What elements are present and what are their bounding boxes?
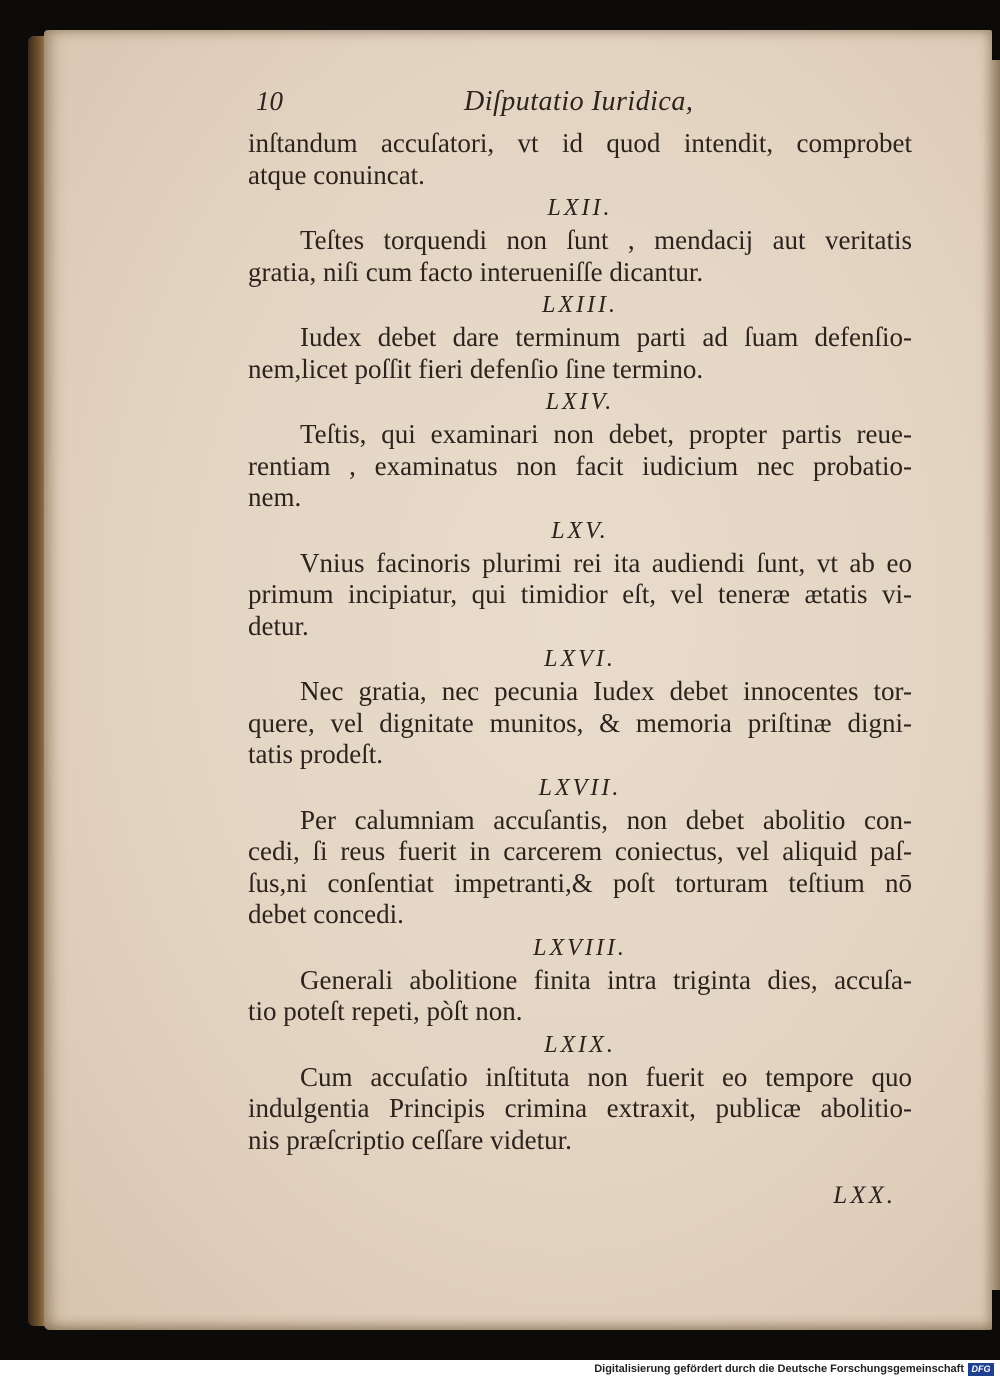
text-line: cedi, ſi reus fuerit in carcerem coniectus, vel aliquid paſ- [248,836,912,866]
text-line: Vnius facinoris plurimi rei ita audiendi ſunt, vt ab eo [300,547,912,578]
running-head [256,86,896,126]
text-line: Cum accuſatio inſtituta non fuerit eo tempore quo [300,1061,912,1092]
text-line: rentiam , examinatus non facit iudicium nec probatio- [248,450,912,481]
text-line: gratia, niſi cum facto interueniſſe dicantur. [248,256,704,287]
text-line: inſtandum accuſatori, vt id quod intendit, comprobet [248,128,912,158]
text-block [248,128,912,1156]
text-line: Teſtis, qui examinari non debet, propter partis reue- [300,419,912,449]
thesis-numeral: LXIII. [542,292,618,318]
text-line: Teſtes torquendi non ſunt , mendacij aut veritatis [300,225,912,255]
text-line: tio poteſt repeti, pòſt non. [248,996,523,1026]
text-line: primum incipiatur, qui timidior eſt, vel teneræ ætatis vi- [248,579,912,609]
text-line: nem. [248,482,302,512]
thesis-numeral: LXIX. [544,1031,616,1058]
text-line: indulgentia Principis crimina extraxit, publicæ abolitio- [248,1093,912,1123]
thesis-numeral: LXVI. [544,646,616,672]
thesis-numeral: LXII. [547,195,613,221]
text-line: nis præſcriptio ceſſare videtur. [248,1124,572,1155]
funding-credit: Digitalisierung gefördert durch die Deutsche Forschungsgemeinschaft [594,1363,964,1375]
text-line: ſus,ni conſentiat impetranti,& poſt torturam teſtium nō [248,867,912,898]
text-line: tatis prodeſt. [248,739,383,769]
running-title: Diſputatio Iuridica, [464,86,694,117]
thesis-numeral: LXIV. [545,389,615,415]
text-line: detur. [248,610,309,641]
text-line: nem,licet poſſit fieri defenſio ſine termino. [248,353,704,384]
thesis-numeral: LXVII. [538,774,622,801]
text-line: debet concedi. [248,899,404,929]
thesis-numeral: LXV. [551,517,609,544]
text-line: quere, vel dignitate munitos, & memoria priſtinæ digni- [248,707,912,738]
text-line: Iudex debet dare terminum parti ad ſuam defenſio- [300,322,912,352]
catchword: LXX. [833,1182,896,1209]
page-number: 10 [256,86,283,116]
text-line: Per calumniam accuſantis, non debet abolitio con- [300,804,912,835]
dfg-logo-icon[interactable]: DFG [968,1363,994,1376]
text-line: Generali abolitione finita intra triginta dies, accuſa- [300,964,912,995]
text-line: Nec gratia, nec pecunia Iudex debet innocentes tor- [300,676,912,706]
text-line: atque conuincat. [248,159,425,190]
digitization-footer [0,1360,1000,1380]
thesis-numeral: LXVIII. [533,934,627,961]
